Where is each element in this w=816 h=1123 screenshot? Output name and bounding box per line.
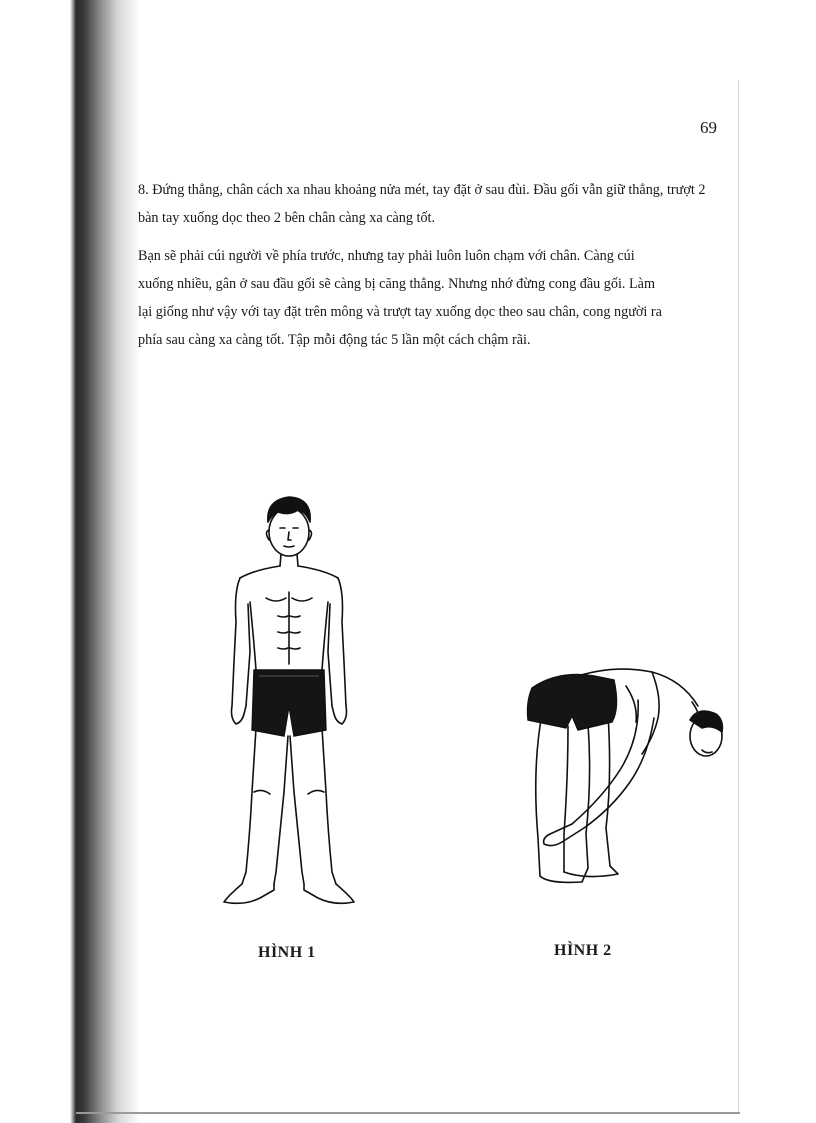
book-spine-shadow <box>0 0 140 1123</box>
paragraph-line: Bạn sẽ phải cúi người về phía trước, nhưng tay phải luôn luôn chạm với chân. Càng cúi <box>138 248 635 264</box>
page-bottom-edge <box>76 1112 740 1114</box>
standing-man-illustration <box>214 492 364 910</box>
page-right-edge <box>738 80 739 1114</box>
figure-2-caption: HÌNH 2 <box>554 942 612 959</box>
page-number: 69 <box>700 118 717 137</box>
paragraph-exercise-8: 8. Đứng thẳng, chân cách xa nhau khoảng nửa mét, tay đặt ở sau đùi. Đầu gối vẫn giữ thẳng, trượt 2 bàn tay xuống dọc theo 2 bên chân càng xa càng tốt. <box>138 182 706 226</box>
paragraph-line: xuống nhiều, gân ở sau đầu gối sẽ càng bị căng thẳng. Nhưng nhớ đừng cong đầu gối. Làm <box>138 276 655 292</box>
paragraph-line: phía sau càng xa càng tốt. Tập mỗi động tác 5 lần một cách chậm rãi. <box>138 332 531 348</box>
figure-1-caption: HÌNH 1 <box>258 944 316 961</box>
paragraph-instructions <box>138 242 728 354</box>
paragraph-line: lại giống như vậy với tay đặt trên mông và trượt tay xuống dọc theo sau chân, cong người ra <box>138 304 662 320</box>
bending-man-illustration <box>522 658 732 898</box>
